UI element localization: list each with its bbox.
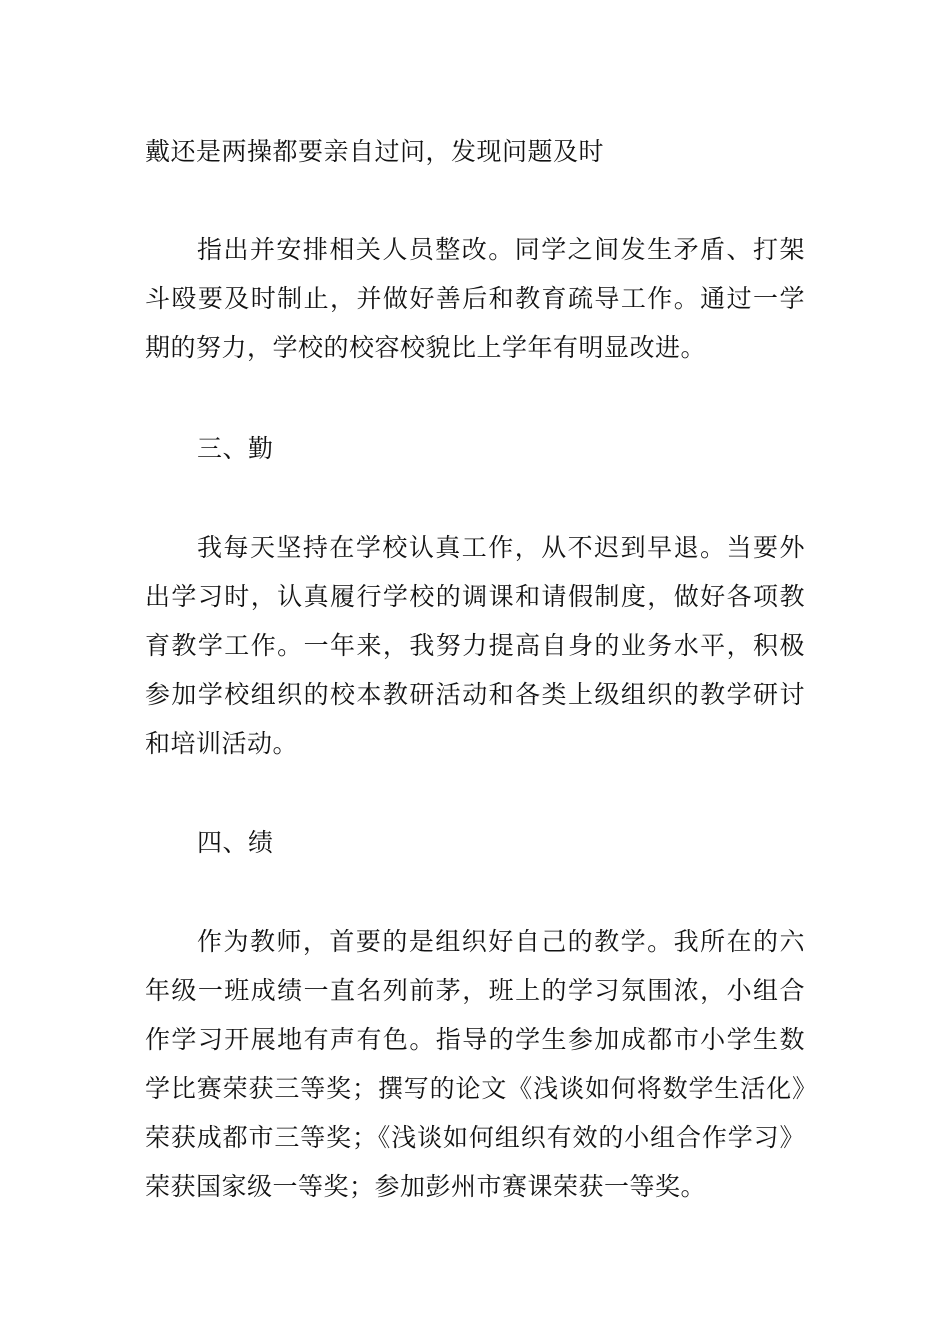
section-heading-diligence: 三、勤	[197, 434, 274, 463]
section-heading-achievements: 四、绩	[197, 828, 274, 857]
paragraph-achievements: 作为教师，首要的是组织好自己的教学。我所在的六年级一班成绩一直名列前茅，班上的学习氛围浓，小组合作学习开展地有声有色。指导的学生参加成都市小学生数学比赛荣获三等奖；撰写的论文《浅谈如何将数学生活化》荣获成都市三等奖；《浅谈如何组织有效的小组合作学习》荣获国家级一等奖；参加彭州市赛课荣获一等奖。	[145, 927, 805, 1201]
paragraph-continuation: 戴还是两操都要亲自过问，发现问题及时	[145, 137, 605, 166]
paragraph-diligence: 我每天坚持在学校认真工作，从不迟到早退。当要外出学习时，认真履行学校的调课和请假制度，做好各项教育教学工作。一年来，我努力提高自身的业务水平，积极参加学校组织的校本教研活动和各类上级组织的教学研讨和培训活动。	[145, 533, 805, 758]
paragraph-rectification: 指出并安排相关人员整改。同学之间发生矛盾、打架斗殴要及时制止，并做好善后和教育疏导工作。通过一学期的努力，学校的校容校貌比上学年有明显改进。	[145, 235, 805, 362]
